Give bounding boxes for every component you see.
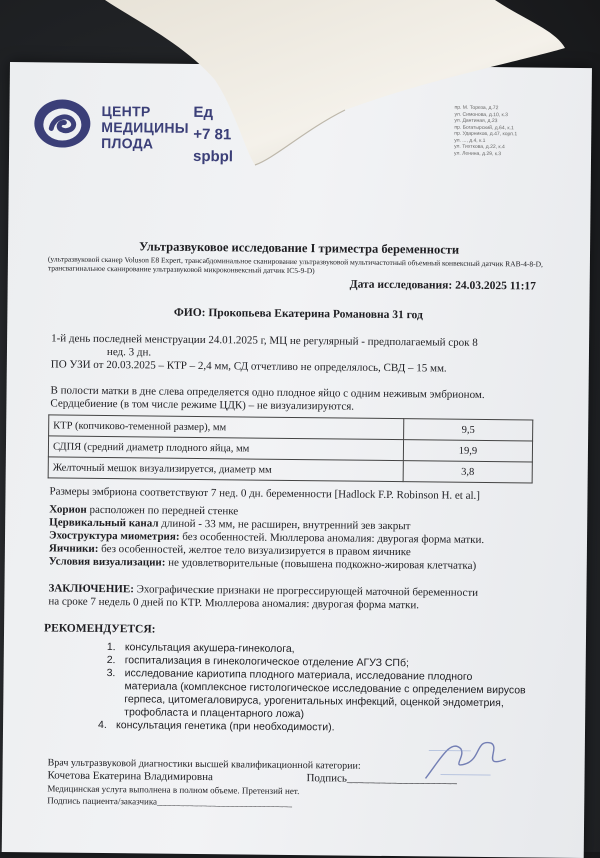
cervix-text: длиной - 33 мм, не расширен, внутренний зев закрыт <box>158 517 411 533</box>
list-item: 4. консультация генетика (при необходимости). <box>97 718 335 734</box>
clinic-brand: ЦЕНТР МЕДИЦИНЫ ПЛОДА <box>101 102 189 152</box>
report-sheet <box>2 62 592 858</box>
measure-value: 3,8 <box>403 461 532 483</box>
list-item: 1. консультация акушера-гинеколога, <box>106 641 295 656</box>
lmp-line: 1-й день последней менструации 24.01.2025 г, МЦ не регулярный - предполагаемый срок 8 <box>51 332 478 349</box>
equipment-note: (ультразвуковой сканер Voluson E8 Expert, трансабдоминальное сканирование ультразвуковой мультичастотный объемный конвексный датчик RAB-4-8-D, трансвагинальное сканирование ультразвуковой микроконвексный датчик IC5-9-D) <box>47 254 543 276</box>
service-note: Медицинская услуга выполнена в полном объеме. Претензий нет. <box>47 783 300 797</box>
recommendations-heading: РЕКОМЕНДУЕТСЯ: <box>44 622 156 636</box>
signature-label: Подпись____________________ <box>306 772 457 786</box>
measure-value: 19,9 <box>403 440 532 462</box>
echo-text: без особенностей. Мюллерова аномалия: двурогая форма матки. <box>179 530 485 546</box>
embryo-size-line: Размеры эмбриона соответствуют 7 нед. 0 дн. беременности [Hadlock F.P. Robinson H. et al.] <box>49 485 481 502</box>
doctor-name: Кочетова Екатерина Владимировна <box>47 769 213 784</box>
measure-label: СДПЯ (средний диаметр плодного яйца, мм <box>48 436 403 461</box>
patient-name: ФИО: Прокопьева Екатерина Романовна 31 год <box>173 306 423 322</box>
ovary-label: Яичники: <box>48 542 99 555</box>
finding-line-2: Сердцебиение (в том числе режиме ЦДК) – не визуализируются. <box>50 397 355 413</box>
chorion-text: расположен по передней стенке <box>86 503 239 518</box>
exam-date: Дата исследования: 24.03.2025 11:17 <box>349 278 537 293</box>
measure-label: КТР (копчиково-теменной размер), мм <box>49 415 404 440</box>
clinic-contacts: Ед +7 81 spbpl <box>192 103 234 166</box>
conclusion-label: ЗАКЛЮЧЕНИЕ: <box>48 582 134 596</box>
measurement-table <box>48 414 534 483</box>
folded-paper-corner <box>95 0 575 175</box>
prior-us-line: ПО УЗИ от 20.03.2025 – КТР – 2,4 мм, СД отчетливо не определялось, СВД – 15 мм. <box>50 358 447 375</box>
lmp-line-cont: нед. 3 дн. <box>106 346 152 359</box>
signature-stamp-icon <box>420 728 511 789</box>
visualization-text: не удовлетворительные (повышена подкожно-жировая клетчатка) <box>165 556 477 572</box>
report-title: Ультразвуковое исследование I триместра беременности <box>138 239 460 257</box>
visualization-label: Условия визуализации: <box>48 555 166 569</box>
patient-signature: Подпись пациента/заказчика______________________________ <box>47 795 293 808</box>
measure-value: 9,5 <box>404 419 533 441</box>
chorion-label: Хорион <box>49 503 87 516</box>
measure-label: Желточный мешок визуализируется, диаметр мм <box>48 457 403 482</box>
visualization-line <box>49 555 477 572</box>
list-item: 3. исследование кариотипа плодного материала, исследование плодного материала (комплексное гистологическое исследование с определением вирусов герпеса, цитомегаловируса, урогенитальных инфекций, оценкой эндометрия, трофобласта и плацентарного ложа) <box>106 667 526 721</box>
clinic-logo-icon <box>31 96 94 151</box>
conclusion-line-2: на сроке 7 недель 0 дней по КТР. Мюллерова аномалия: двурогая форма матки. <box>48 595 420 612</box>
finding-line-1: В полости матки в дне слева определяется одно плодное яйцо с одним неживым эмбрионом. <box>50 384 485 401</box>
doctor-role: Врач ультразвуковой диагностики высшей квалификационной категории: <box>47 757 361 772</box>
recommendations-list <box>97 641 527 736</box>
clinic-addresses: пр. М. Тореза, д.72 ул. Симонова, д.10, к.3 ул. Дантиная, д.23 пр. Богатырский, д.64, к.1 пр. Ударников, д.47, корп.1 ул. ..., д.4, к.1 ул. Тихткова, д.22, к.4 ул. Ленина, д.29, к.3 <box>454 104 518 157</box>
echo-label: Эхоструктура миометрия: <box>48 529 180 543</box>
conclusion-text: Эхографические признаки не прогрессирующей маточной беременности <box>133 583 479 599</box>
table-row <box>48 457 532 483</box>
cervix-label: Цервикальный канал <box>49 516 159 530</box>
list-item: 2. госпитализация в гинекологическое отделение АГУЗ СПб; <box>106 654 410 670</box>
ovary-text: без особенностей, желтое тело визуализируется в правом яичнике <box>98 542 411 559</box>
